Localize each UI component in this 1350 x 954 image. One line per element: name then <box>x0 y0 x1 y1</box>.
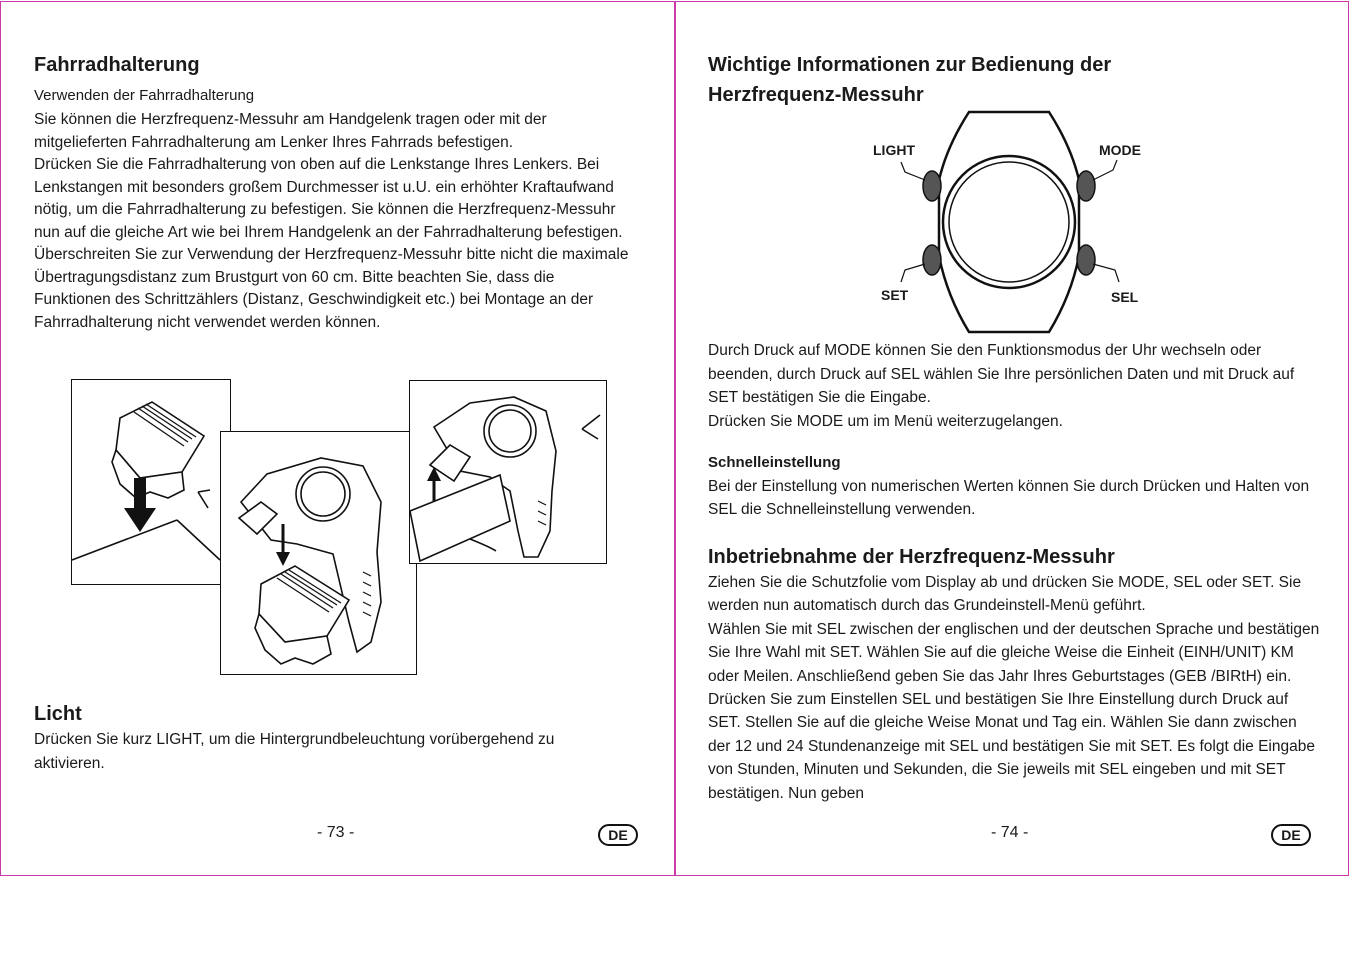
key-sel: SEL <box>890 365 920 383</box>
key-mode: MODE <box>796 412 844 430</box>
text: Wählen Sie mit <box>708 620 817 638</box>
fahrradhalterung-body <box>34 109 634 334</box>
text: Ziehen Sie die Schutzfolie vom Display ab und drücken Sie <box>708 574 1119 591</box>
subheading-verwenden: Verwenden der Fahrradhalterung <box>34 87 255 104</box>
text: . Es folgt die Eingabe von Stunden, Minuten und Sekunden, die Sie jeweils mit <box>708 737 1315 779</box>
key-set: SET <box>1140 737 1169 755</box>
label-light: LIGHT <box>873 142 915 158</box>
label-mode: MODE <box>1099 142 1141 158</box>
label-sel: SEL <box>1111 289 1139 305</box>
key-light: LIGHT <box>156 731 201 748</box>
text: und bestätigen Sie mit <box>978 737 1141 755</box>
licht-text-pre: Drücken Sie kurz <box>34 731 157 748</box>
inbetriebnahme-paragraph-2 <box>708 618 1320 805</box>
heading-fahrradhalterung: Fahrradhalterung <box>34 54 200 76</box>
page-number-left: - 73 - <box>317 824 355 841</box>
bedienung-paragraph-2 <box>708 410 1318 434</box>
text: um im Menü weiterzugelangen. <box>843 412 1063 430</box>
key-mode: MODE <box>824 342 871 359</box>
handlebar-illustration <box>410 381 607 564</box>
key-sel: SEL <box>1173 574 1202 591</box>
figure-watch-on-handlebar <box>409 380 607 564</box>
fahrradhalterung-paragraph-1: Sie können die Herzfrequenz-Messuhr am Handgelenk tragen oder mit der mitgelieferten Fahrradhalterung am Lenker Ihres Fahrrads befestigen. <box>34 111 547 151</box>
left-page <box>0 1 676 876</box>
right-page <box>674 1 1349 876</box>
schnelleinstellung-text: Bei der Einstellung von numerischen Werten können Sie durch Drücken und Halten von SEL die Schnelleinstellung verwenden. <box>708 478 1310 518</box>
text: oder <box>1201 574 1242 591</box>
text: Drücken Sie <box>708 412 797 430</box>
language-badge-left: DE <box>598 824 638 846</box>
licht-text-post: , um die Hintergrundbeleuchtung vorübergehend zu aktivieren. <box>34 731 555 772</box>
bedienung-paragraph-1 <box>708 339 1318 410</box>
text: Durch Druck auf <box>708 342 825 359</box>
sel-button-shape <box>1077 245 1095 275</box>
key-set: SET <box>708 389 738 406</box>
page-number-right: - 74 - <box>991 824 1029 841</box>
text: bestätigen. Nun geben <box>708 784 864 802</box>
label-set: SET <box>881 287 909 303</box>
text: . Sie werden nun automatisch durch das Grundeinstell-Menü geführt. <box>708 574 1302 615</box>
key-set: SET <box>1241 574 1271 591</box>
text: . Wählen Sie auf die gleiche Weise die Einheit (EINH/UNIT) KM oder Meilen. Anschließend geben Sie das Jahr Ihres Geburtstages (GEB /BIRtH) ein. Drücken Sie zum Einstellen <box>708 644 1294 709</box>
heading-inbetriebnahme: Inbetriebnahme der Herzfrequenz-Messuhr <box>708 546 1115 568</box>
fahrradhalterung-paragraph-2: Drücken Sie die Fahrradhalterung von oben auf die Lenkstange Ihres Lenkers. Bei Lenkstangen mit besonders großem Durchmesser ist u.U. ein erhöhter Kraftaufwand nötig, um die Fahrradhalterung zu befestigen. Sie können die Herzfrequenz-Messuhr nun auf die gleiche Art wie bei Ihrem Handgelenk an der Fahrradhalterung befestigen. Überschreiten Sie zur Verwendung der Herzfrequenz-Messuhr bitte nicht die maximale Übertragungsdistanz zum Brustgurt von 60 cm. Bitte beachten Sie, dass die Funktionen des Schrittzählers (Distanz, Geschwindigkeit etc.) bei Montage an der Fahrradhalterung nicht verwendet werden können. <box>34 156 629 331</box>
text: zwischen der englischen und der deutschen Sprache und bestätigen Sie Ihre Wahl mit <box>708 620 1320 662</box>
figure-watch-with-clamp <box>220 431 417 675</box>
key-sel: SEL <box>901 691 931 709</box>
language-badge-right: DE <box>1271 824 1311 846</box>
heading-licht: Licht <box>34 703 82 725</box>
heading-wichtige-informationen: Wichtige Informationen zur Bedienung der Herzfrequenz-Messuhr <box>708 54 1112 106</box>
text: bestätigen Sie die Eingabe. <box>737 389 931 406</box>
key-set: SET <box>708 714 737 732</box>
licht-text <box>34 728 604 776</box>
inbetriebnahme-body <box>708 571 1320 805</box>
text: und bestätigen Sie Ihre Einstellung durch Druck auf <box>930 691 1289 709</box>
text: wählen Sie Ihre persönlichen Daten und mit Druck auf <box>919 365 1295 383</box>
set-button-shape <box>923 245 941 275</box>
key-sel: SEL <box>816 620 846 638</box>
bedienung-body <box>708 339 1318 433</box>
watch-diagram <box>865 106 1155 338</box>
heading-schnelleinstellung: Schnelleinstellung <box>708 454 841 471</box>
key-sel: SEL <box>1099 761 1128 779</box>
text: können Sie den Funktionsmodus der Uhr wechseln oder beenden, durch Druck auf <box>708 342 1262 383</box>
text: , <box>1164 574 1174 591</box>
key-set: SET <box>1255 761 1286 779</box>
mode-button-shape <box>1077 171 1095 201</box>
light-button-shape <box>923 171 941 201</box>
text: . Stellen Sie auf die gleiche Weise Monat und Tag ein. Wählen Sie dann zwischen der 12 und 24 Stundenanzeige mit <box>708 714 1297 755</box>
key-set: SET <box>829 644 859 662</box>
clamp-down-illustration <box>72 380 231 585</box>
figure-clamp-down <box>71 379 231 585</box>
text: eingeben und mit <box>1127 761 1256 779</box>
key-mode: MODE <box>1118 574 1165 591</box>
key-sel: SEL <box>949 737 979 755</box>
watch-clamp-illustration <box>221 432 417 675</box>
inbetriebnahme-paragraph-1 <box>708 571 1320 618</box>
